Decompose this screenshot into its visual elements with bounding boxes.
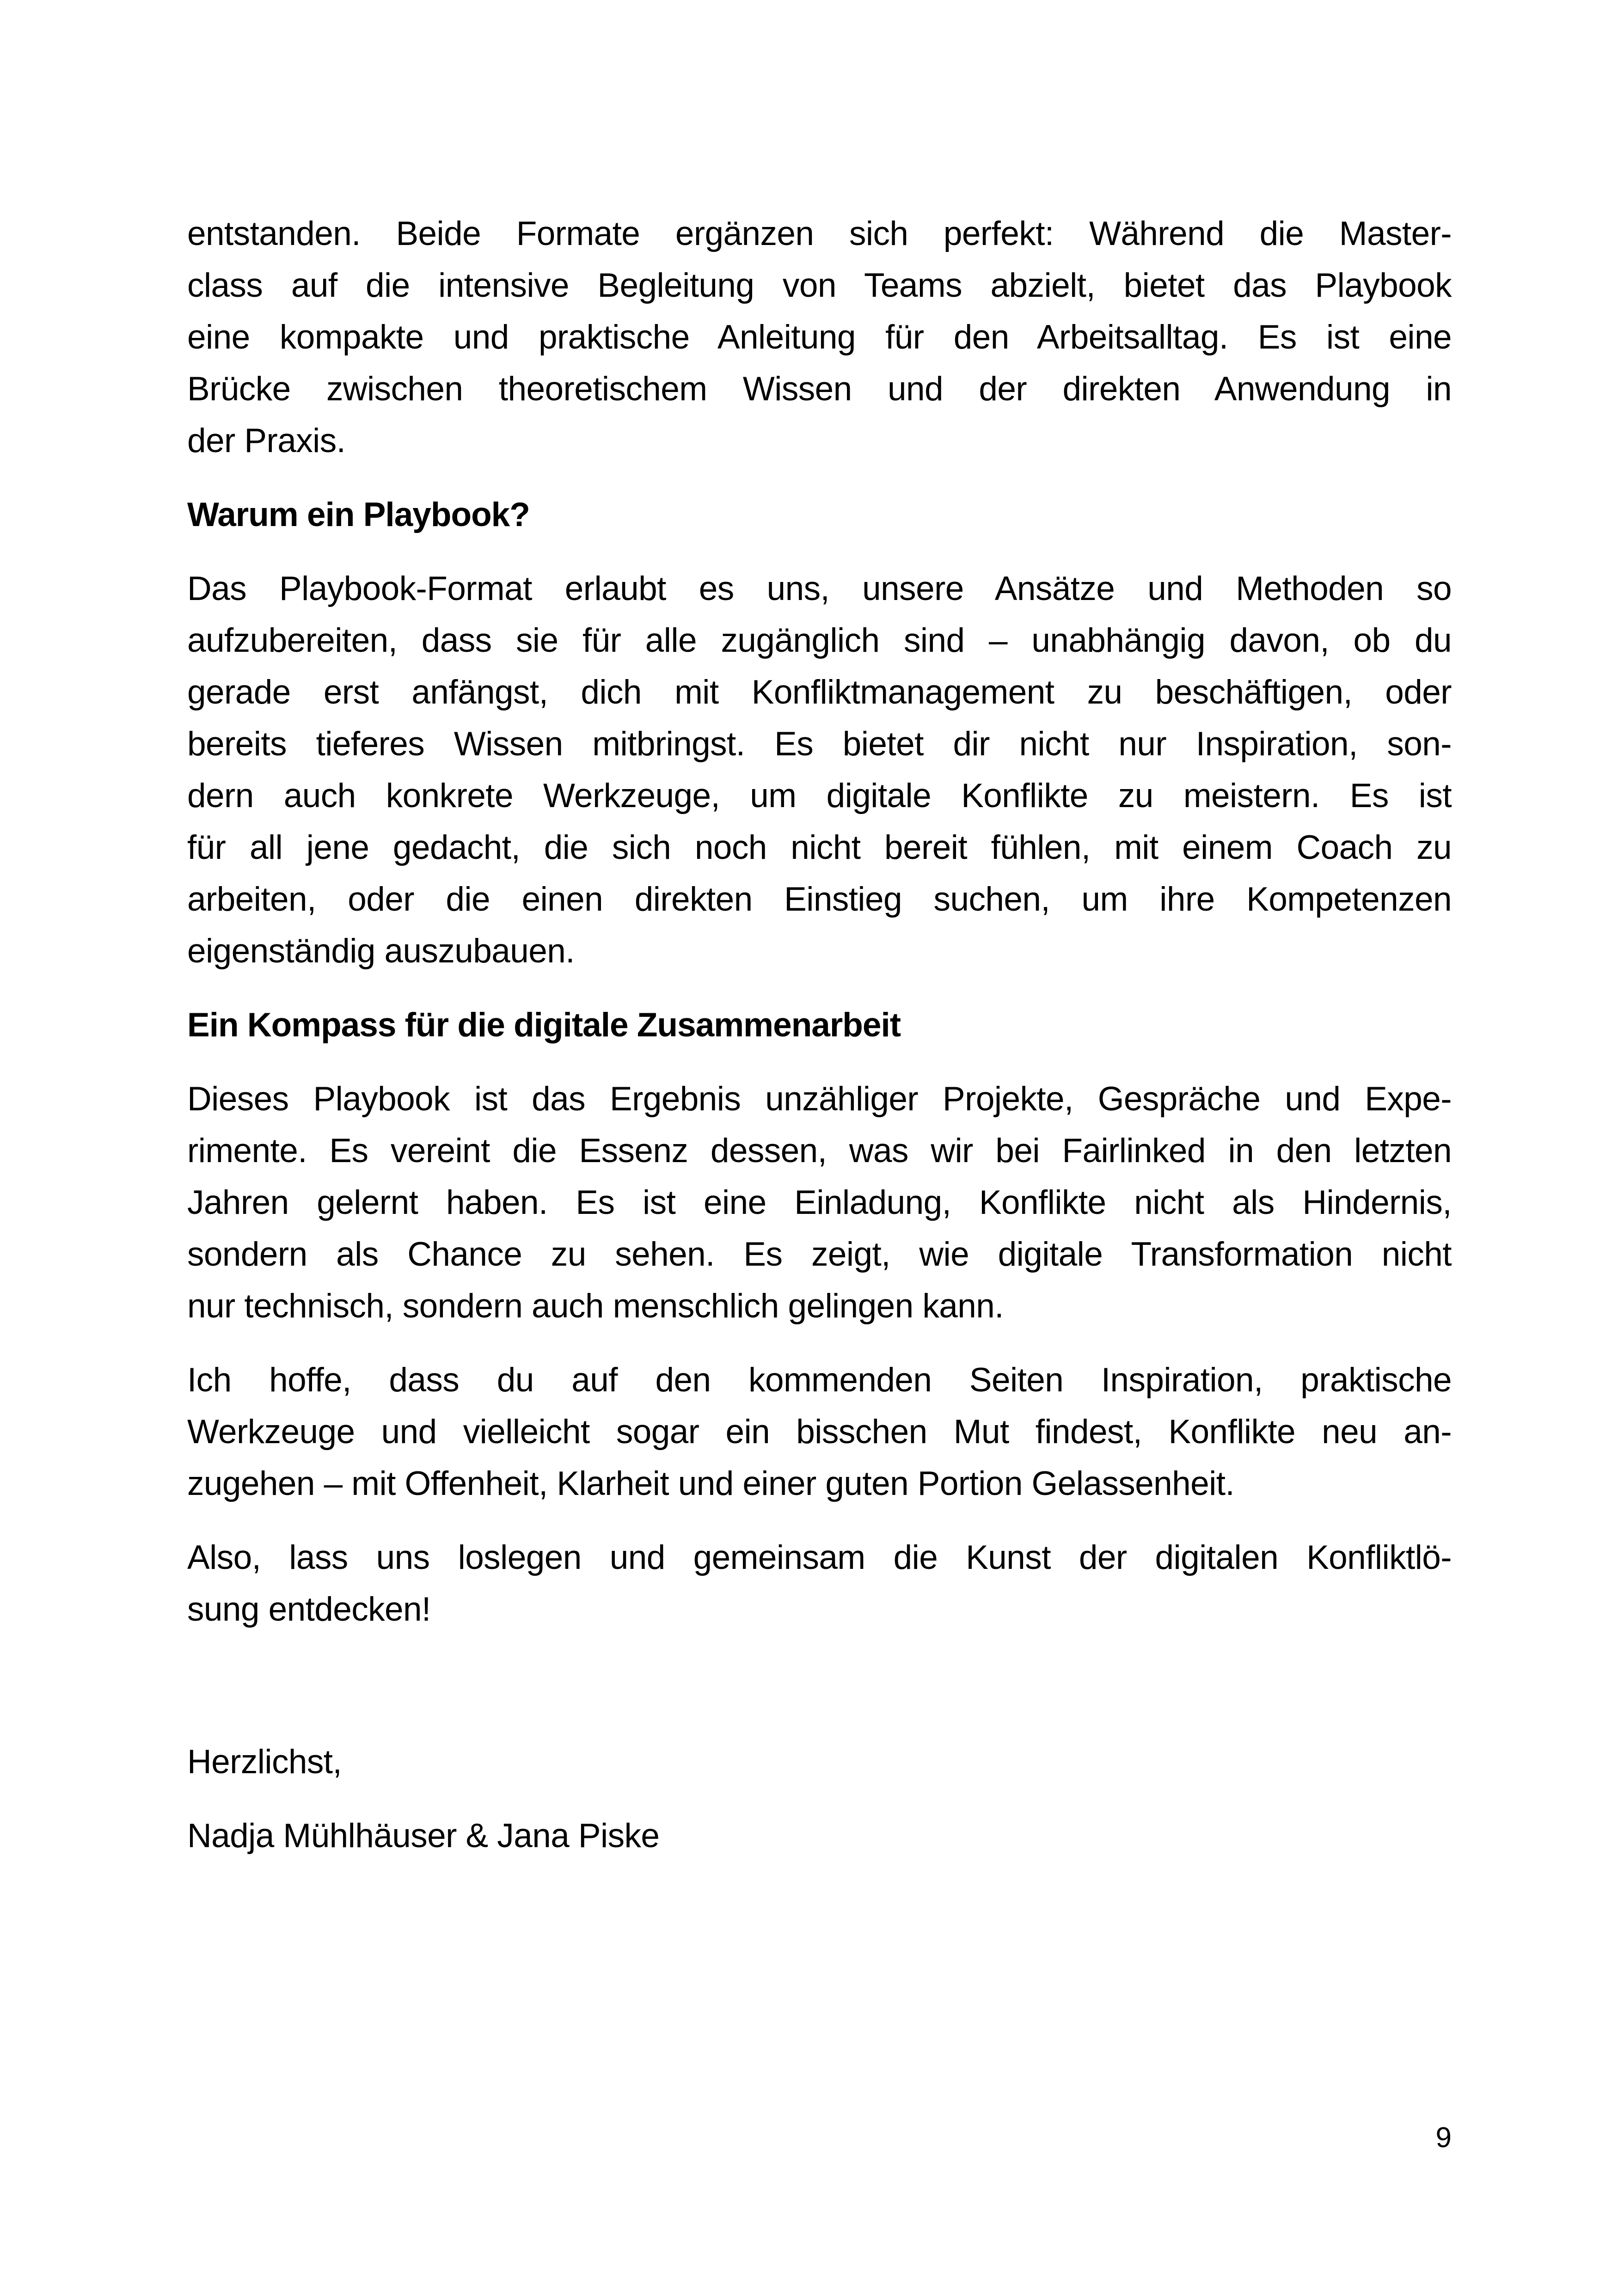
compass-paragraph-2: [187, 1354, 1452, 1510]
paragraph-line: dern auch konkrete Werkzeuge, um digitale Konflikte zu meistern. Es ist: [187, 777, 1452, 814]
blank-spacer: [187, 1658, 1452, 1736]
paragraph-line: sung entdecken!: [187, 1591, 431, 1628]
paragraph-line: der Praxis.: [187, 422, 346, 459]
paragraph-line: gerade erst anfängst, dich mit Konfliktmanagement zu beschäftigen, oder: [187, 673, 1452, 711]
section-heading-compass: [187, 999, 1452, 1051]
paragraph-line: Jahren gelernt haben. Es ist eine Einladung, Konflikte nicht als Hindernis,: [187, 1184, 1452, 1221]
paragraph-line: für all jene gedacht, die sich noch nicht bereit fühlen, mit einem Coach zu: [187, 829, 1452, 866]
paragraph-line: sondern als Chance zu sehen. Es zeigt, wie digitale Transformation nicht: [187, 1236, 1452, 1273]
paragraph-line: arbeiten, oder die einen direkten Einstieg suchen, um ihre Kompetenzen: [187, 881, 1452, 918]
paragraph-line: zugehen – mit Offenheit, Klarheit und einer guten Portion Gelassenheit.: [187, 1465, 1235, 1502]
text-column: [187, 208, 1452, 1884]
signature-text: Nadja Mühlhäuser & Jana Piske: [187, 1817, 660, 1855]
paragraph-line: rimente. Es vereint die Essenz dessen, was wir bei Fairlinked in den letzten: [187, 1132, 1452, 1169]
heading-text: Warum ein Playbook?: [187, 496, 530, 533]
intro-paragraph: [187, 208, 1452, 467]
closing-signature: [187, 1810, 1452, 1862]
paragraph-line: Brücke zwischen theoretischem Wissen und der direkten Anwendung in: [187, 370, 1452, 408]
paragraph-line: entstanden. Beide Formate ergänzen sich perfekt: Während die Master-: [187, 215, 1452, 252]
section-heading-why: [187, 489, 1452, 541]
paragraph-line: eine kompakte und praktische Anleitung für den Arbeitsalltag. Es ist eine: [187, 318, 1452, 356]
paragraph-line: Werkzeuge und vielleicht sogar ein bisschen Mut findest, Konflikte neu an-: [187, 1413, 1452, 1451]
salutation-text: Herzlichst,: [187, 1743, 342, 1781]
paragraph-line: nur technisch, sondern auch menschlich gelingen kann.: [187, 1287, 1004, 1325]
paragraph-line: bereits tieferes Wissen mitbringst. Es bietet dir nicht nur Inspiration, son-: [187, 725, 1452, 763]
paragraph-line: eigenständig auszubauen.: [187, 932, 575, 970]
paragraph-line: Dieses Playbook ist das Ergebnis unzähliger Projekte, Gespräche und Expe-: [187, 1080, 1452, 1118]
paragraph-line: Das Playbook-Format erlaubt es uns, unsere Ansätze und Methoden so: [187, 570, 1452, 607]
compass-paragraph-1: [187, 1073, 1452, 1332]
heading-text: Ein Kompass für die digitale Zusammenarbeit: [187, 1006, 901, 1044]
paragraph-line: Also, lass uns loslegen und gemeinsam die Kunst der digitalen Konfliktlö-: [187, 1539, 1452, 1576]
paragraph-line: Ich hoffe, dass du auf den kommenden Seiten Inspiration, praktische: [187, 1361, 1452, 1399]
page-number: 9: [1435, 2122, 1452, 2154]
paragraph-line: aufzubereiten, dass sie für alle zugänglich sind – unabhängig davon, ob du: [187, 622, 1452, 659]
paragraph-line: class auf die intensive Begleitung von Teams abzielt, bietet das Playbook: [187, 267, 1452, 304]
why-paragraph: [187, 563, 1452, 977]
compass-paragraph-3: [187, 1532, 1452, 1635]
closing-salutation: [187, 1736, 1452, 1788]
